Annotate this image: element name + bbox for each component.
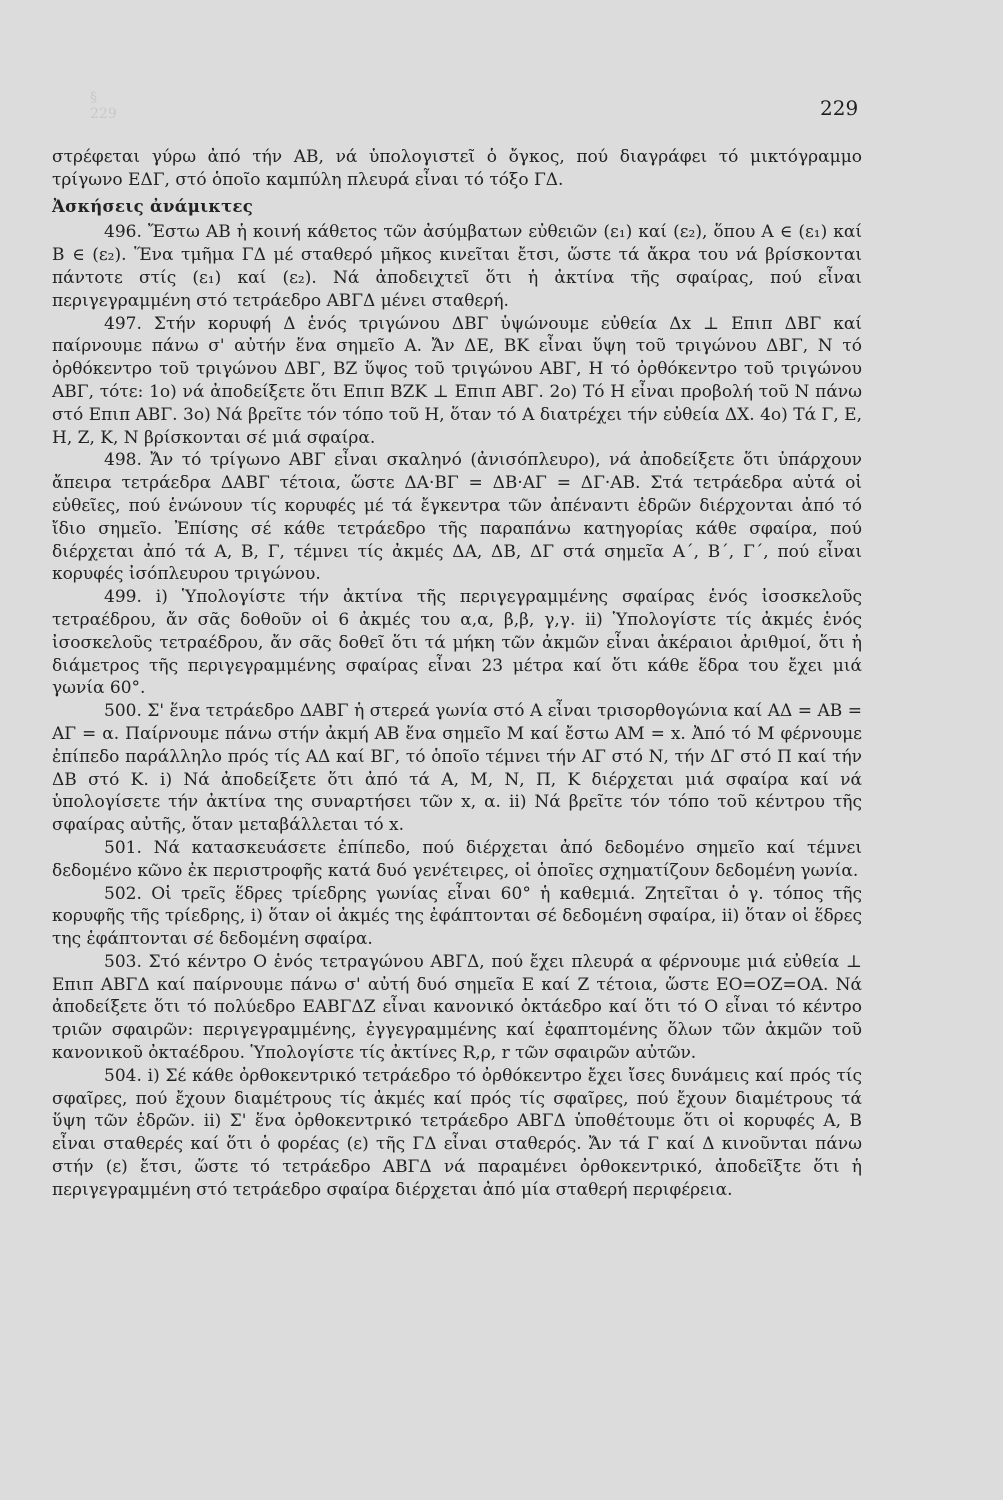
exercise-text: Στήν κορυφή Δ ἑνός τριγώνου ΔΒΓ ὑψώνουμε εὐθεία Δx ⊥ Επιπ ΔΒΓ καί παίρνουμε πάνω σ' αὐτήν ἕνα σημεῖο Α. Ἄν ΔΕ, ΒΚ εἶναι ὕψη τοῦ τριγώνου ΔΒΓ, Ν τό ὀρθόκεντρο τοῦ τριγώνου ΔΒΓ, ΒΖ ὕψος τοῦ τριγώνου ΑΒΓ, Η τό ὀρθόκεντρο τοῦ τριγώνου ΑΒΓ, τότε: 1ο) νά ἀποδείξετε ὅτι Επιπ ΒΖΚ ⊥ Επιπ ΑΒΓ. 2ο) Τό Η εἶναι προβολή τοῦ Ν πάνω στό Επιπ ΑΒΓ. 3ο) Νά βρεῖτε τόν τόπο τοῦ Η, ὅταν τό Α διατρέχει τήν εὐθεία ΔΧ. 4ο) Τά Γ, Ε, Η, Ζ, Κ, Ν βρίσκονται σέ μιά σφαίρα. — [52, 313, 863, 448]
page-body — [52, 146, 862, 1202]
exercise-text: Νά κατασκευάσετε ἐπίπεδο, πού διέρχεται ἀπό δεδομένο σημεῖο καί τέμνει δεδομένο κῶνο ἐκ περιστροφῆς κατά δυό γενέτειρες, οἱ ὁποῖες σχηματίζουν δεδομένη γωνία. — [52, 837, 863, 881]
margin-mark: § 229 — [90, 90, 117, 122]
exercise-498 — [52, 449, 862, 586]
exercise-number: 501. — [104, 837, 142, 858]
exercise-500 — [52, 700, 862, 837]
exercise-number: 502. — [104, 883, 142, 904]
exercise-number: 497. — [104, 313, 142, 334]
exercise-501 — [52, 837, 862, 883]
exercise-504 — [52, 1065, 862, 1202]
exercise-text: Στό κέντρο Ο ἑνός τετραγώνου ΑΒΓΔ, πού ἔχει πλευρά α φέρνουμε μιά εὐθεία ⊥ Επιπ ΑΒΓΔ καί παίρνουμε πάνω σ' αὐτή δυό σημεῖα Ε καί Ζ τέτοια, ὥστε ΕΟ=ΟΖ=ΟΑ. Νά ἀποδείξετε ὅτι τό πολύεδρο ΕΑΒΓΔΖ εἶναι κανονικό ὀκτάεδρο καί ὅτι τό Ο εἶναι τό κέντρο τριῶν σφαιρῶν: περιγεγραμμένης, ἐγγεγραμμένης καί ἐφαπτομένης ὅλων τῶν ἀκμῶν τοῦ κανονικοῦ ὀκταέδρου. Ὑπολογίστε τίς ἀκτίνες R,ρ, r τῶν σφαιρῶν αὐτῶν. — [52, 951, 862, 1064]
section-heading: Ἀσκήσεις ἀνάμικτες — [52, 196, 254, 216]
exercise-number: 504. — [104, 1065, 142, 1086]
intro-paragraph: στρέφεται γύρω ἀπό τήν ΑΒ, νά ὑπολογιστεῖ ὁ ὄγκος, πού διαγράφει τό μικτόγραμμο τρίγωνο ΕΔΓ, στό ὁποῖο καμπύλη πλευρά εἶναι τό τόξο ΓΔ. — [52, 147, 862, 190]
exercise-text: Σ' ἕνα τετράεδρο ΔΑΒΓ ἡ στερεά γωνία στό Α εἶναι τρισορθογώνια καί ΑΔ = ΑΒ = ΑΓ = α. Παίρνουμε πάνω στήν ἀκμή ΑΒ ἕνα σημεῖο Μ καί ἔστω ΑΜ = x. Ἀπό τό Μ φέρνουμε ἐπίπεδο παράλληλο πρός τίς ΑΔ καί ΒΓ, τό ὁποῖο τέμνει τήν ΑΓ στό Ν, τήν ΔΓ στό Π καί τήν ΔΒ στό Κ. i) Νά ἀποδείξετε ὅτι ἀπό τά Α, Μ, Ν, Π, Κ διέρχεται μιά σφαίρα καί νά ὑπολογίσετε τήν ἀκτίνα της συναρτήσει τῶν x, α. ii) Νά βρεῖτε τόν τόπο τοῦ κέντρου τῆς σφαίρας αὐτῆς, ὅταν μεταβάλλεται τό x. — [52, 701, 862, 836]
exercise-text: Οἱ τρεῖς ἕδρες τρίεδρης γωνίας εἶναι 60° ἡ καθεμιά. Ζητεῖται ὁ γ. τόπος τῆς κορυφῆς τῆς τρίεδρης, i) ὅταν οἱ ἀκμές της ἐφάπτονται σέ δεδομένη σφαίρα, ii) ὅταν οἱ ἕδρες της ἐφάπτονται σέ δεδομένη σφαίρα. — [52, 883, 863, 950]
page-number: 229 — [820, 96, 859, 120]
exercise-text: Ἔστω ΑΒ ἡ κοινή κάθετος τῶν ἀσύμβατων εὐθειῶν (ε₁) καί (ε₂), ὅπου Α ∈ (ε₁) καί Β ∈ (ε₂). Ἕνα τμῆμα ΓΔ μέ σταθερό μῆκος κινεῖται ἔτσι, ὥστε τά ἄκρα του νά βρίσκονται πάντοτε στίς (ε₁) καί (ε₂). Νά ἀποδειχτεῖ ὅτι ἡ ἀκτίνα τῆς σφαίρας, πού εἶναι περιγεγραμμένη στό τετράεδρο ΑΒΓΔ μένει σταθερή. — [52, 222, 862, 311]
exercise-number: 503. — [104, 951, 142, 972]
exercise-number: 498. — [104, 450, 142, 471]
exercise-503 — [52, 951, 862, 1065]
exercise-497 — [52, 313, 862, 450]
exercise-502 — [52, 883, 862, 951]
exercise-number: 499. — [104, 587, 142, 608]
exercise-text: i) Σέ κάθε ὀρθοκεντρικό τετράεδρο τό ὀρθόκεντρο ἔχει ἴσες δυνάμεις καί πρός τίς σφαῖρες, πού ἔχουν διαμέτρους τίς ἀκμές καί πρός τίς σφαῖρες, πού ἔχουν διαμέτρους τά ὕψη τῶν ἑδρῶν. ii) Σ' ἕνα ὀρθοκεντρικό τετράεδρο ΑΒΓΔ ὑποθέτουμε ὅτι οἱ κορυφές Α, Β εἶναι σταθερές καί ὅτι ὁ φορέας (ε) τῆς ΓΔ εἶναι σταθερός. Ἄν τά Γ καί Δ κινοῦνται πάνω στήν (ε) ἔτσι, ὥστε τό τετράεδρο ΑΒΓΔ νά παραμένει ὀρθοκεντρικό, ἀποδεῖξτε ὅτι ἡ περιγεγραμμένη στό τετράεδρο σφαίρα διέρχεται ἀπό μία σταθερή περιφέρεια. — [52, 1065, 863, 1200]
exercise-499 — [52, 586, 862, 700]
exercise-number: 496. — [104, 222, 142, 243]
exercise-text: i) Ὑπολογίστε τήν ἀκτίνα τῆς περιγεγραμμένης σφαίρας ἑνός ἰσοσκελοῦς τετραέδρου, ἄν σᾶς δοθοῦν οἱ 6 ἀκμές του α,α, β,β, γ,γ. ii) Ὑπολογίστε τίς ἀκμές ἑνός ἰσοσκελοῦς τετραέδρου, ἄν σᾶς δοθεῖ ὅτι τά μήκη τῶν ἀκμῶν εἶναι ἀκέραιοι ἀριθμοί, ὅτι ἡ διάμετρος τῆς περιγεγραμμένης σφαίρας εἶναι 23 μέτρα καί ὅτι κάθε ἕδρα του ἔχει μιά γωνία 60°. — [52, 587, 863, 699]
exercise-text: Ἄν τό τρίγωνο ΑΒΓ εἶναι σκαληνό (ἀνισόπλευρο), νά ἀποδείξετε ὅτι ὑπάρχουν ἄπειρα τετράεδρα ΔΑΒΓ τέτοια, ὥστε ΔΑ·ΒΓ = ΔΒ·ΑΓ = ΔΓ·ΑΒ. Στά τετράεδρα αὐτά οἱ εὐθεῖες, πού ἑνώνουν τίς κορυφές μέ τά ἔγκεντρα τῶν ἀπέναντι ἑδρῶν διέρχονται ἀπό τό ἴδιο σημεῖο. Ἐπίσης σέ κάθε τετράεδρο τῆς παραπάνω κατηγορίας κάθε σφαίρα, πού διέρχεται ἀπό τά Α, Β, Γ, τέμνει τίς ἀκμές ΔΑ, ΔΒ, ΔΓ στά σημεῖα Α΄, Β΄, Γ΄, πού εἶναι κορυφές ἰσόπλευρου τριγώνου. — [52, 450, 863, 585]
exercise-496 — [52, 221, 862, 312]
exercise-number: 500. — [104, 701, 142, 722]
